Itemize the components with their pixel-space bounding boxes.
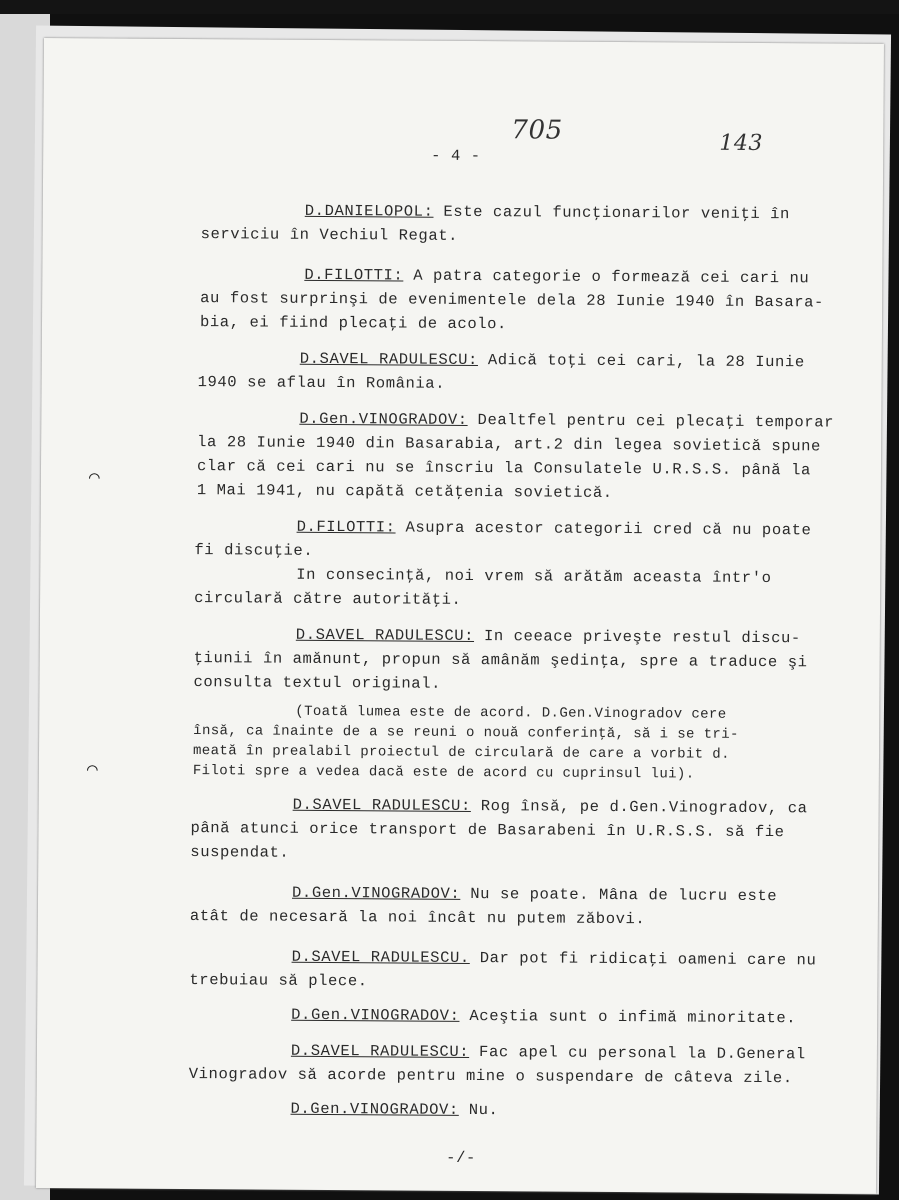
speaker-label: D.FILOTTI: xyxy=(296,517,396,537)
paragraph-line xyxy=(304,266,809,288)
speaker-label: D.SAVEL RADULESCU. xyxy=(291,947,470,967)
scanner-top-strip xyxy=(0,0,899,14)
paragraph-line xyxy=(292,884,777,905)
speaker-label: D.SAVEL RADULESCU: xyxy=(290,1041,470,1061)
speech-text: Fac apel cu personal la D.General xyxy=(479,1043,806,1064)
paragraph-line: clar că cei cari nu se înscriu la Consulatele U.R.S.S. până la xyxy=(196,457,811,480)
paragraph-line: Vinogradov să acorde pentru mine o suspendare de câteva zile. xyxy=(188,1065,793,1088)
paragraph-line: fi discuţie. xyxy=(194,541,314,560)
speech-text: A patra categorie o formează cei cari nu xyxy=(413,266,810,288)
paragraph-line xyxy=(291,1006,796,1028)
paragraph-line: până atunci orice transport de Basarabeni în U.R.S.S. să fie xyxy=(190,819,785,842)
paragraph-line: serviciu în Vechiul Regat. xyxy=(200,225,459,245)
paragraph-line xyxy=(305,202,790,223)
speech-text: Asupra acestor categorii cred că nu poate xyxy=(405,518,812,540)
continuation-mark: -/- xyxy=(446,1148,476,1168)
speech-text: Este cazul funcţionarilor veniţi în xyxy=(443,202,791,224)
paragraph-line: In consecinţă, noi vrem să arătăm aceasta într'o xyxy=(296,565,772,588)
paragraph-line: Filoti spre a vedea dacă este de acord cu cuprinsul lui). xyxy=(192,763,695,783)
paragraph-line: însă, ca înainte de a se reuni o nouă conferinţă, să i se tri- xyxy=(193,723,739,743)
paragraph-line xyxy=(300,350,805,372)
paragraph-line: suspendat. xyxy=(190,843,290,862)
paragraph-line: consulta textul original. xyxy=(193,673,442,693)
handwritten-number-143: 143 xyxy=(719,130,764,157)
speaker-label: D.Gen.VINOGRADOV: xyxy=(291,1005,460,1025)
paragraph-line xyxy=(293,796,808,818)
speaker-label: D.SAVEL RADULESCU: xyxy=(299,349,479,370)
speech-text: Dealtfel pentru cei plecaţi temporar xyxy=(477,411,835,432)
paragraph-line xyxy=(292,948,817,970)
paragraph-line xyxy=(291,1042,806,1064)
paragraph-line: 1940 se aflau în România. xyxy=(197,373,446,393)
punch-hole-mark: ⌒ xyxy=(88,468,100,489)
paragraph-line: atât de necesară la noi încât nu putem zăbovi. xyxy=(189,907,646,929)
paragraph-line: la 28 Iunie 1940 din Basarabia, art.2 din legea sovietică spune xyxy=(197,433,822,456)
paragraph-line xyxy=(299,410,834,432)
paragraph-line: trebuiau să plece. xyxy=(189,971,368,991)
speaker-label: D.SAVEL RADULESCU: xyxy=(295,625,475,646)
speech-text: Adică toţi cei cari, la 28 Iunie xyxy=(487,351,805,372)
speaker-label: D.DANIELOPOL: xyxy=(304,201,434,221)
speaker-label: D.Gen.VINOGRADOV: xyxy=(290,1099,459,1119)
page-number: - 4 - xyxy=(431,146,481,166)
speech-text: Nu. xyxy=(468,1100,499,1120)
paragraph-line: 1 Mai 1941, nu capătă cetăţenia sovietică. xyxy=(196,481,613,502)
speech-text: Dar pot fi ridicaţi oameni care nu xyxy=(479,949,817,970)
punch-hole-mark: ⌒ xyxy=(86,760,98,781)
paragraph-line: ţiunii în amănunt, propun să amânăm şedinţa, spre a traduce şi xyxy=(193,649,808,672)
document-page xyxy=(36,38,884,1194)
speaker-label: D.Gen.VINOGRADOV: xyxy=(299,409,468,429)
speaker-label: D.FILOTTI: xyxy=(304,265,404,285)
speech-text: In ceeace priveşte restul discu- xyxy=(483,627,801,648)
speech-text: Aceştia sunt o infimă minoritate. xyxy=(469,1006,797,1028)
paragraph-line: bia, ei fiind plecaţi de acolo. xyxy=(199,313,508,334)
speaker-label: D.SAVEL RADULESCU: xyxy=(292,795,471,815)
paragraph-line: (Toată lumea este de acord. D.Gen.Vinogradov cere xyxy=(295,703,727,723)
speech-text: Nu se poate. Mâna de lucru este xyxy=(470,884,778,906)
paragraph-line xyxy=(296,626,801,648)
paragraph-line xyxy=(297,518,812,540)
paragraph-line xyxy=(290,1100,498,1119)
paragraph-line: meată în prealabil proiectul de circulară de care a vorbit d. xyxy=(192,743,730,763)
speech-text: Rog însă, pe d.Gen.Vinogradov, ca xyxy=(480,797,808,818)
speaker-label: D.Gen.VINOGRADOV: xyxy=(291,883,461,903)
paragraph-line: circulară către autorităţi. xyxy=(194,589,462,609)
handwritten-number-705: 705 xyxy=(511,115,563,146)
paragraph-line: au fost surprinşi de evenimentele dela 28 Iunie 1940 în Basara- xyxy=(200,289,825,312)
